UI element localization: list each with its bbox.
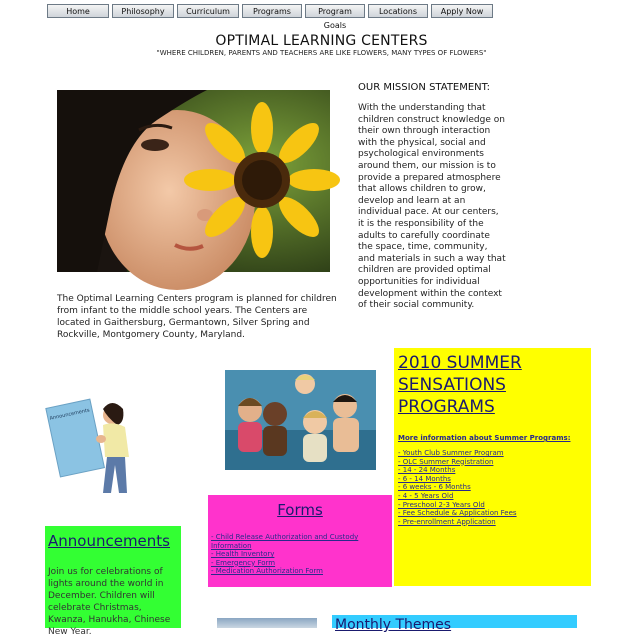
forms-links-list xyxy=(211,533,389,576)
summer-link-registration[interactable]: - OLC Summer Registration xyxy=(398,457,494,466)
list-item xyxy=(211,550,389,559)
forms-title[interactable]: Forms xyxy=(277,501,323,519)
nav-locations-button[interactable]: Locations xyxy=(368,4,428,18)
list-item xyxy=(398,501,587,510)
summer-title-line2[interactable]: SENSATIONS xyxy=(398,375,506,395)
list-item xyxy=(398,449,587,458)
nav-programs-button[interactable]: Programs xyxy=(242,4,302,18)
list-item xyxy=(211,559,389,568)
announcements-text: Join us for celebrations of lights around the world in December. Children will celebrate Christmas, Kwanza, Hanukha, Chinese New Year. xyxy=(48,567,171,637)
form-link-emergency[interactable]: - Emergency Form xyxy=(211,558,276,567)
announcements-title[interactable]: Announcements xyxy=(48,532,170,550)
nav-curriculum-button[interactable]: Curriculum xyxy=(177,4,239,18)
list-item xyxy=(211,533,389,550)
announcement-sign-text: Announcements xyxy=(49,407,91,422)
summer-link-preschool[interactable]: - Preschool 2-3 Years Old xyxy=(398,500,485,509)
list-item xyxy=(398,483,587,492)
list-item xyxy=(398,466,587,475)
list-item xyxy=(398,475,587,484)
forms-box xyxy=(208,495,392,587)
summer-subheading: More information about Summer Programs: xyxy=(398,434,571,442)
mission-heading: OUR MISSION STATEMENT: xyxy=(358,82,491,93)
summer-link-6-14-months[interactable]: - 6 - 14 Months xyxy=(398,474,451,483)
mission-text: With the understanding that children construct knowledge on their own through interaction with the physical, social and psychological environments around them, our mission is to provide a prepared atmosphere that allows children to grow, develop and learn at an individual pace. At our centers, it is the responsibility of the adults to carefully coordinate the space, time, community, and materials in such a way that children are provided optimal opportunities for individual development within the context of their social community. xyxy=(358,103,506,311)
summer-programs-box xyxy=(394,348,591,586)
summer-link-6-weeks-6-months[interactable]: - 6 weeks - 6 Months xyxy=(398,483,471,492)
announcements-box xyxy=(45,526,181,637)
monthly-themes-box xyxy=(332,615,577,633)
summer-title-line1[interactable]: 2010 SUMMER xyxy=(398,353,522,373)
page-title: OPTIMAL LEARNING CENTERS xyxy=(215,33,428,49)
form-link-child-release[interactable]: - Child Release Authorization and Custody Information xyxy=(211,533,359,550)
kids-pool-photo xyxy=(225,370,376,470)
summer-link-14-24-months[interactable]: - 14 - 24 Months xyxy=(398,466,456,475)
announcements-figure xyxy=(45,395,155,495)
nav-philosophy-button[interactable]: Philosophy xyxy=(112,4,174,18)
list-item xyxy=(211,567,389,576)
list-item xyxy=(398,492,587,501)
summer-link-pre-enrollment[interactable]: - Pre-enrollment Application xyxy=(398,517,496,526)
hero-photo-girl-sunflower xyxy=(57,90,330,272)
summer-link-4-5-years[interactable]: - 4 - 5 Years Old xyxy=(398,491,454,500)
summer-links-list xyxy=(398,449,587,526)
nav-home-button[interactable]: Home xyxy=(47,4,109,18)
nav-apply-now-button[interactable]: Apply Now xyxy=(431,4,493,18)
bottom-photo-partial xyxy=(217,618,317,628)
page-tagline: "WHERE CHILDREN, PARENTS AND TEACHERS ARE LIKE FLOWERS, MANY TYPES OF FLOWERS" xyxy=(156,49,487,57)
program-description: The Optimal Learning Centers program is planned for children from infant to the middle school years. The Centers are located in Gaithersburg, Germantown, Silver Spring and Rockville, Montgomery County, Maryland. xyxy=(57,294,337,340)
top-nav xyxy=(47,4,493,30)
nav-program-goals-button[interactable]: Program Goals xyxy=(305,4,365,18)
list-item xyxy=(398,518,587,527)
list-item xyxy=(398,458,587,467)
form-link-medication[interactable]: - Medication Authorization Form xyxy=(211,567,323,575)
form-link-health-inventory[interactable]: - Health Inventory xyxy=(211,550,275,558)
summer-link-youth-club[interactable]: - Youth Club Summer Program xyxy=(398,449,504,457)
monthly-themes-title[interactable]: Monthly Themes xyxy=(335,617,452,633)
list-item xyxy=(398,509,587,518)
summer-link-fee-schedule[interactable]: - Fee Schedule & Application Fees xyxy=(398,509,517,518)
summer-title-line3[interactable]: PROGRAMS xyxy=(398,397,495,417)
